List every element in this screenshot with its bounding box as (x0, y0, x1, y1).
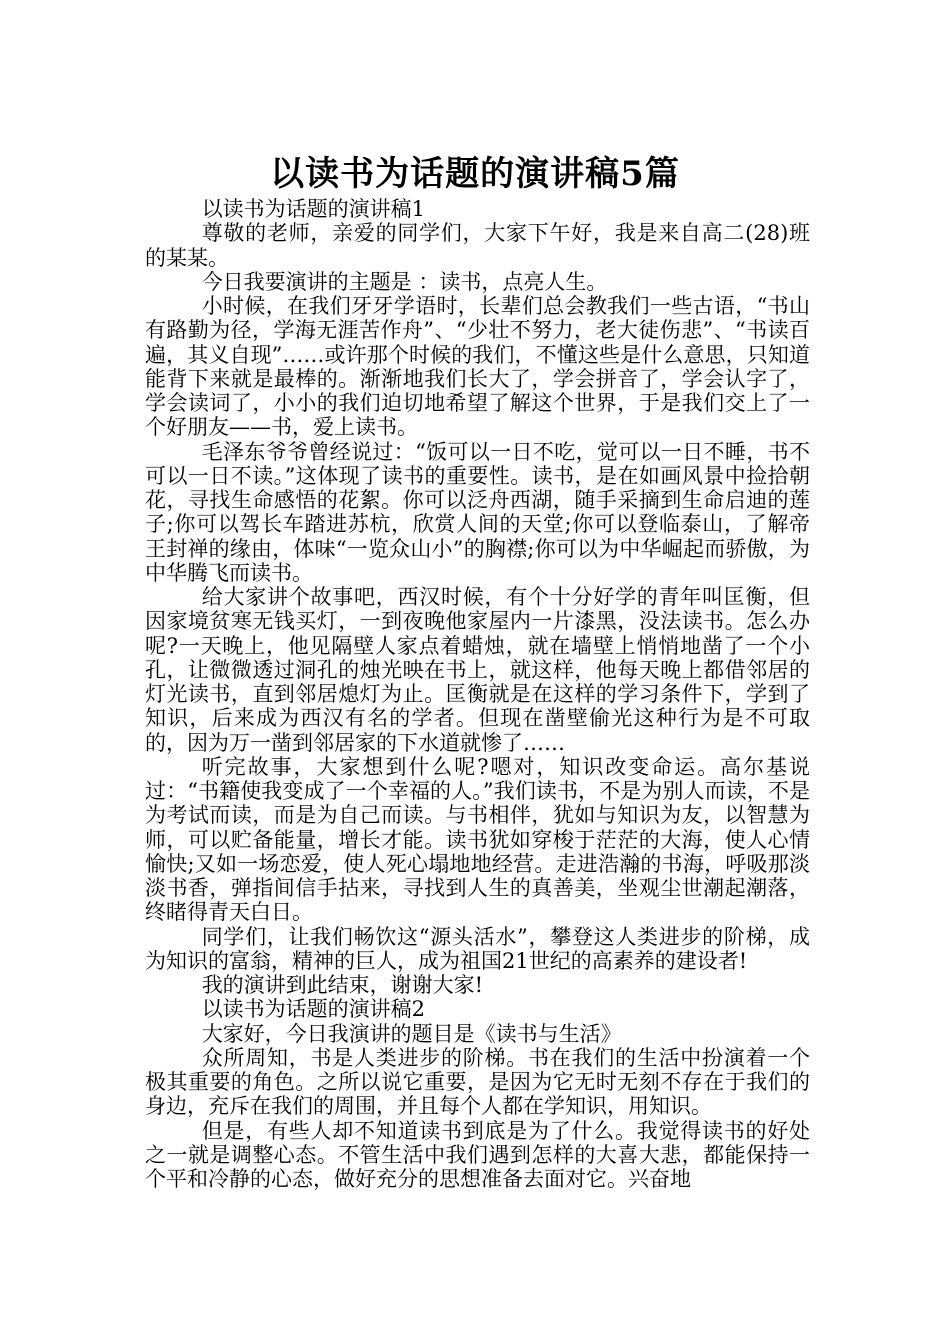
paragraph: 听完故事，大家想到什么呢?嗯对，知识改变命运。高尔基说过：“书籍使我变成了一个幸福的人。”我们读书，不是为别人而读，不是为考试而读，而是为自己而读。与书相伴，犹如与知识为友，以智慧为师，可以贮备能量，增长才能。读书犹如穿梭于茫茫的大海，使人心情愉快;又如一场恋爱，使人死心塌地地经营。走进浩瀚的书海，呼吸那淡淡书香，弹指间信手拈来，寻找到人生的真善美，坐观尘世潮起潮落，终睹得青天白日。 (145, 754, 810, 925)
paragraph: 给大家讲个故事吧，西汉时候，有个十分好学的青年叫匡衡，但因家境贫寒无钱买灯，一到夜晚他家屋内一片漆黑，没法读书。怎么办呢?一天晚上，他见隔壁人家点着蜡烛，就在墙壁上悄悄地凿了一个小孔，让微微透过洞孔的烛光映在书上，就这样，他每天晚上都借邻居的灯光读书，直到邻居熄灯为止。匡衡就是在这样的学习条件下，学到了知识，后来成为西汉有名的学者。但现在凿壁偷光这种行为是不可取的，因为万一凿到邻居家的下水道就惨了…… (145, 585, 810, 755)
paragraph: 今日我要演讲的主题是 ：读书，点亮人生。 (201, 269, 608, 294)
paragraph: 同学们，让我们畅饮这“源头活水”，攀登这人类进步的阶梯，成为知识的富翁，精神的巨人，成为祖国21世纪的高素养的建设者! (145, 924, 810, 973)
paragraph: 我的演讲到此结束，谢谢大家! (201, 973, 484, 997)
paragraph: 众所周知，书是人类进步的阶梯。书在我们的生活中扮演着一个极其重要的角色。之所以说它重要，是因为它无时无刻不存在于我们的身边，充斥在我们的周围，并且每个人都在学知识，用知识。 (145, 1045, 810, 1119)
speech-2-heading: 以读书为话题的演讲稿2 (201, 997, 426, 1022)
paragraph: 小时候，在我们牙牙学语时，长辈们总会教我们一些古语，“书山有路勤为径，学海无涯苦作舟”、“少壮不努力，老大徒伤悲”、“书读百遍，其义自现”……或许那个时候的我们，不懂这些是什么意思，只知道能背下来就是最棒的。渐渐地我们长大了，学会拼音了，学会认字了，学会读词了，小小的我们迫切地希望了解这个世界，于是我们交上了一个好朋友——书，爱上读书。 (145, 294, 810, 440)
paragraph: 但是，有些人却不知道读书到底是为了什么。我觉得读书的好处之一就是调整心态。不管生活中我们遇到怎样的大喜大悲，都能保持一个平和冷静的心态，做好充分的思想准备去面对它。兴奋地 (145, 1118, 810, 1191)
paragraph: 尊敬的老师，亲爱的同学们，大家下午好，我是来自高二(28)班的某某。 (145, 221, 810, 270)
paragraph: 大家好，今日我演讲的题目是《读书与生活》 (201, 1021, 622, 1046)
paragraph: 毛泽东爷爷曾经说过：“饭可以一日不吃，觉可以一日不睡，书不可以一日不读。”这体现了读书的重要性。读书，是在如画风景中捡拾朝花，寻找生命感悟的花絮。你可以泛舟西湖，随手采摘到生命启迪的莲子;你可以驾长车踏进苏杭，欣赏人间的天堂;你可以登临泰山，了解帝王封禅的缘由，体味“一览众山小”的胸襟;你可以为中华崛起而骄傲，为中华腾飞而读书。 (145, 439, 810, 585)
document-title: 以读书为话题的演讲稿5篇 (270, 153, 680, 194)
document-body (145, 197, 810, 1191)
speech-1-heading: 以读书为话题的演讲稿1 (201, 197, 426, 221)
